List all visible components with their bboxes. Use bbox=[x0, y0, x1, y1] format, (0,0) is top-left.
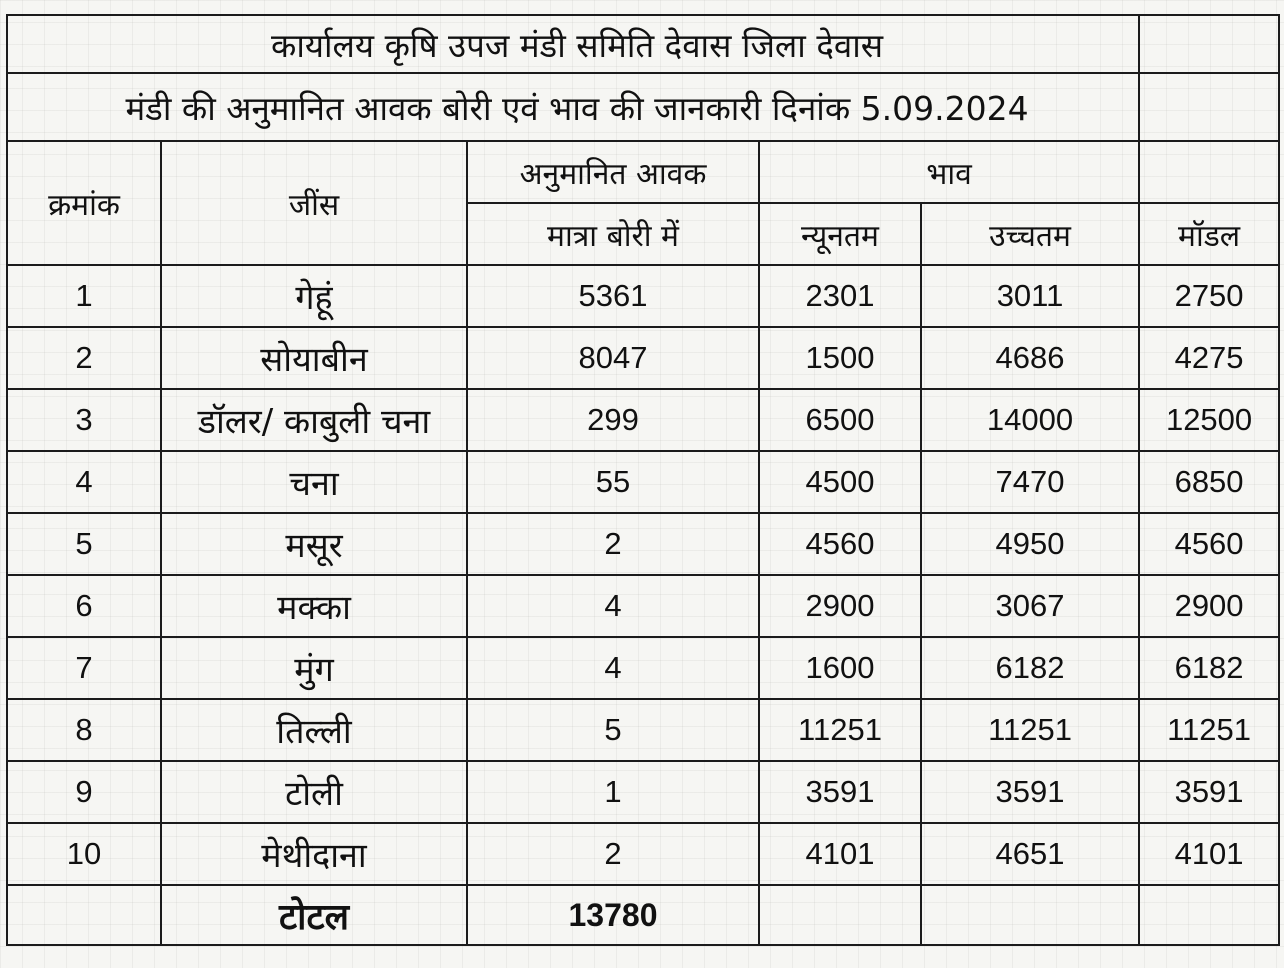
total-quantity: 13780 bbox=[467, 885, 759, 945]
commodity-cell: टोली bbox=[161, 761, 467, 823]
max-price-cell: 3011 bbox=[921, 265, 1139, 327]
modal-price-cell: 11251 bbox=[1139, 699, 1279, 761]
min-price-cell: 1600 bbox=[759, 637, 921, 699]
table-row bbox=[7, 327, 1279, 389]
min-price-cell: 4500 bbox=[759, 451, 921, 513]
serial-cell: 1 bbox=[7, 265, 161, 327]
arrival-group-header: अनुमानित आवक bbox=[467, 141, 759, 203]
max-price-cell: 4686 bbox=[921, 327, 1139, 389]
commodity-cell: मेथीदाना bbox=[161, 823, 467, 885]
quantity-cell: 4 bbox=[467, 575, 759, 637]
modal-price-cell: 12500 bbox=[1139, 389, 1279, 451]
modal-price-header: मॉडल bbox=[1139, 203, 1279, 265]
modal-price-cell: 2750 bbox=[1139, 265, 1279, 327]
commodity-cell: गेहूं bbox=[161, 265, 467, 327]
min-price-cell: 4560 bbox=[759, 513, 921, 575]
quantity-cell: 55 bbox=[467, 451, 759, 513]
min-price-cell: 2900 bbox=[759, 575, 921, 637]
min-price-cell: 1500 bbox=[759, 327, 921, 389]
serial-cell: 3 bbox=[7, 389, 161, 451]
modal-price-cell: 4275 bbox=[1139, 327, 1279, 389]
empty-cell bbox=[1139, 141, 1279, 203]
table-row bbox=[7, 637, 1279, 699]
max-price-cell: 14000 bbox=[921, 389, 1139, 451]
report-title: मंडी की अनुमानित आवक बोरी एवं भाव की जानकारी दिनांक 5.09.2024 bbox=[7, 73, 1139, 141]
table-row bbox=[7, 823, 1279, 885]
empty-cell bbox=[1139, 73, 1279, 141]
serial-cell: 10 bbox=[7, 823, 161, 885]
max-price-cell: 11251 bbox=[921, 699, 1139, 761]
total-label: टोटल bbox=[161, 885, 467, 945]
total-row bbox=[7, 885, 1279, 945]
table-row bbox=[7, 265, 1279, 327]
quantity-cell: 1 bbox=[467, 761, 759, 823]
empty-cell bbox=[7, 885, 161, 945]
commodity-cell: मसूर bbox=[161, 513, 467, 575]
quantity-cell: 2 bbox=[467, 823, 759, 885]
empty-cell bbox=[759, 885, 921, 945]
table-row bbox=[7, 761, 1279, 823]
commodity-header: जींस bbox=[161, 141, 467, 265]
header-row-1 bbox=[7, 141, 1279, 203]
commodity-cell: चना bbox=[161, 451, 467, 513]
serial-cell: 2 bbox=[7, 327, 161, 389]
office-title-row bbox=[7, 15, 1279, 73]
serial-cell: 5 bbox=[7, 513, 161, 575]
serial-cell: 4 bbox=[7, 451, 161, 513]
quantity-cell: 4 bbox=[467, 637, 759, 699]
commodity-cell: मक्का bbox=[161, 575, 467, 637]
quantity-cell: 2 bbox=[467, 513, 759, 575]
modal-price-cell: 4560 bbox=[1139, 513, 1279, 575]
modal-price-cell: 2900 bbox=[1139, 575, 1279, 637]
commodity-cell: तिल्ली bbox=[161, 699, 467, 761]
quantity-cell: 299 bbox=[467, 389, 759, 451]
table-row bbox=[7, 451, 1279, 513]
quantity-cell: 8047 bbox=[467, 327, 759, 389]
modal-price-cell: 4101 bbox=[1139, 823, 1279, 885]
min-price-cell: 6500 bbox=[759, 389, 921, 451]
quantity-cell: 5361 bbox=[467, 265, 759, 327]
commodity-cell: सोयाबीन bbox=[161, 327, 467, 389]
serial-cell: 9 bbox=[7, 761, 161, 823]
min-price-cell: 3591 bbox=[759, 761, 921, 823]
office-title: कार्यालय कृषि उपज मंडी समिति देवास जिला देवास bbox=[7, 15, 1139, 73]
mandi-arrival-price-table bbox=[6, 14, 1280, 946]
arrival-unit-header: मात्रा बोरी में bbox=[467, 203, 759, 265]
max-price-cell: 4950 bbox=[921, 513, 1139, 575]
modal-price-cell: 6850 bbox=[1139, 451, 1279, 513]
table-row bbox=[7, 513, 1279, 575]
serial-cell: 6 bbox=[7, 575, 161, 637]
min-price-cell: 4101 bbox=[759, 823, 921, 885]
commodity-cell: मुंग bbox=[161, 637, 467, 699]
serial-cell: 7 bbox=[7, 637, 161, 699]
price-group-header: भाव bbox=[759, 141, 1139, 203]
min-price-cell: 11251 bbox=[759, 699, 921, 761]
modal-price-cell: 6182 bbox=[1139, 637, 1279, 699]
max-price-cell: 4651 bbox=[921, 823, 1139, 885]
max-price-cell: 7470 bbox=[921, 451, 1139, 513]
table-row bbox=[7, 575, 1279, 637]
empty-cell bbox=[1139, 885, 1279, 945]
report-title-row bbox=[7, 73, 1279, 141]
max-price-cell: 3591 bbox=[921, 761, 1139, 823]
max-price-header: उच्चतम bbox=[921, 203, 1139, 265]
empty-cell bbox=[921, 885, 1139, 945]
serial-cell: 8 bbox=[7, 699, 161, 761]
max-price-cell: 6182 bbox=[921, 637, 1139, 699]
min-price-cell: 2301 bbox=[759, 265, 921, 327]
empty-cell bbox=[1139, 15, 1279, 73]
min-price-header: न्यूनतम bbox=[759, 203, 921, 265]
max-price-cell: 3067 bbox=[921, 575, 1139, 637]
table-row bbox=[7, 699, 1279, 761]
quantity-cell: 5 bbox=[467, 699, 759, 761]
commodity-cell: डॉलर/ काबुली चना bbox=[161, 389, 467, 451]
modal-price-cell: 3591 bbox=[1139, 761, 1279, 823]
serial-header: क्रमांक bbox=[7, 141, 161, 265]
table-row bbox=[7, 389, 1279, 451]
